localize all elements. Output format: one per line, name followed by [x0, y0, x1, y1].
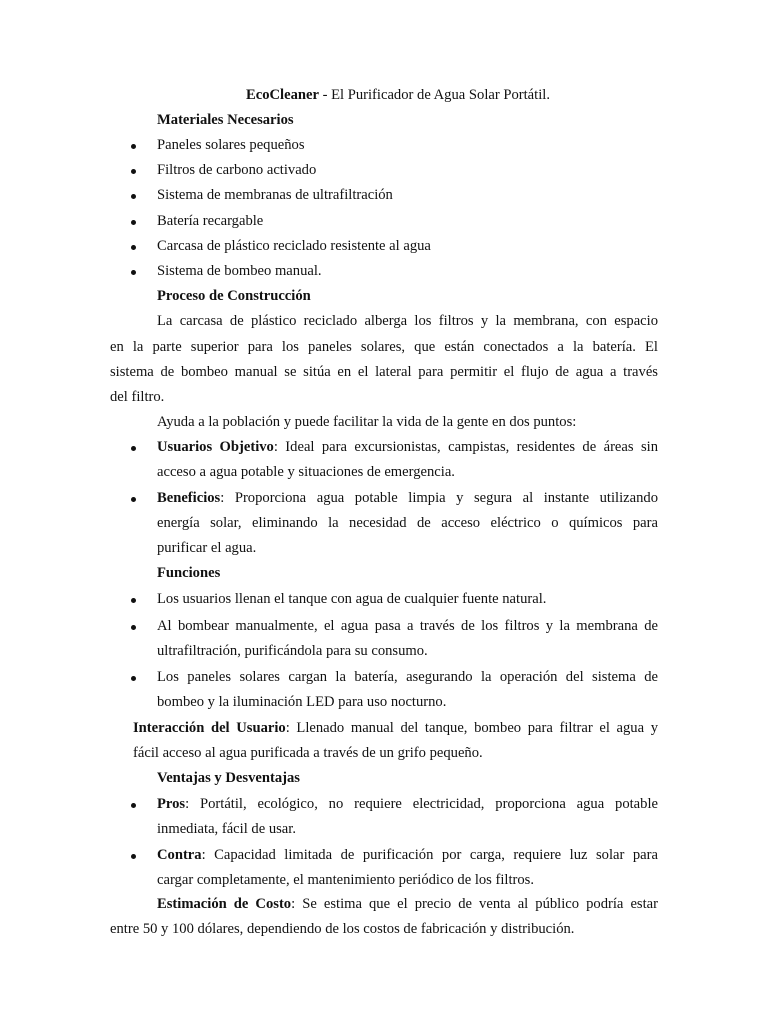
usuarios-line: Usuarios Objetivo: Ideal para excursionistas, campistas, residentes de áreas sin — [157, 439, 658, 455]
proceso-heading: Proceso de Construcción — [157, 288, 311, 304]
contra-line: cargar completamente, el mantenimiento periódico de los filtros. — [157, 872, 535, 888]
costo-label: Estimación de Costo — [157, 896, 292, 912]
materiales-heading: Materiales Necesarios — [157, 112, 294, 128]
bullet-icon — [131, 847, 139, 865]
bullet-icon — [131, 669, 139, 687]
bullet-icon — [131, 137, 139, 155]
costo-line: entre 50 y 100 dólares, dependiendo de los costos de fabricación y distribución. — [110, 921, 575, 937]
beneficios-line: energía solar, eliminando la necesidad de acceso eléctrico o químicos para — [157, 515, 658, 531]
materiales-item: Batería recargable — [157, 213, 264, 229]
funciones-item: Los usuarios llenan el tanque con agua de cualquier fuente natural. — [157, 591, 547, 607]
materiales-item: Sistema de membranas de ultrafiltración — [157, 187, 393, 203]
proceso-line: La carcasa de plástico reciclado alberga los filtros y la membrana, con espacio — [157, 313, 658, 329]
funciones-item: Los paneles solares cargan la batería, asegurando la operación del sistema de — [157, 669, 658, 685]
contra-line: Contra: Capacidad limitada de purificación por carga, requiere luz solar para — [157, 847, 658, 863]
title-rest: - El Purificador de Agua Solar Portátil. — [318, 87, 550, 103]
materiales-item: Filtros de carbono activado — [157, 162, 317, 178]
beneficios-line: Beneficios: Proporciona agua potable limpia y segura al instante utilizando — [157, 490, 658, 506]
funciones-item: ultrafiltración, purificándola para su consumo. — [157, 643, 428, 659]
funciones-heading: Funciones — [157, 565, 221, 581]
proceso-line: en la parte superior para los paneles solares, que están conectados a la batería. El — [110, 339, 658, 355]
bullet-icon — [131, 238, 139, 256]
proceso-line: del filtro. — [110, 389, 165, 405]
usuarios-label: Usuarios Objetivo — [157, 439, 274, 455]
contra-label: Contra — [157, 847, 202, 863]
bullet-icon — [131, 439, 139, 457]
bullet-icon — [131, 591, 139, 609]
interaccion-line: fácil acceso al agua purificada a través de un grifo pequeño. — [133, 745, 483, 761]
pros-label: Pros — [157, 796, 186, 812]
bullet-icon — [131, 618, 139, 636]
document-title — [246, 86, 550, 104]
interaccion-line: Interacción del Usuario: Llenado manual del tanque, bombeo para filtrar el agua y — [133, 720, 658, 736]
interaccion-label: Interacción del Usuario — [133, 720, 286, 736]
bullet-icon — [131, 187, 139, 205]
pros-line: Pros: Portátil, ecológico, no requiere electricidad, proporciona agua potable — [157, 796, 658, 812]
ventajas-heading: Ventajas y Desventajas — [157, 770, 300, 786]
bullet-icon — [131, 162, 139, 180]
beneficios-line: purificar el agua. — [157, 540, 257, 556]
funciones-item: Al bombear manualmente, el agua pasa a través de los filtros y la membrana de — [157, 618, 658, 634]
bullet-icon — [131, 263, 139, 281]
beneficios-label: Beneficios — [157, 490, 221, 506]
title-brand: EcoCleaner — [246, 87, 319, 103]
bullet-icon — [131, 796, 139, 814]
ayuda-intro: Ayuda a la población y puede facilitar la vida de la gente en dos puntos: — [157, 414, 577, 430]
bullet-icon — [131, 213, 139, 231]
funciones-item: bombeo y la iluminación LED para uso nocturno. — [157, 694, 447, 710]
usuarios-line: acceso a agua potable y situaciones de emergencia. — [157, 464, 455, 480]
materiales-item: Carcasa de plástico reciclado resistente al agua — [157, 238, 431, 254]
proceso-line: sistema de bombeo manual se sitúa en el lateral para permitir el flujo de agua a través — [110, 364, 658, 380]
bullet-icon — [131, 490, 139, 508]
costo-line: Estimación de Costo: Se estima que el precio de venta al público podría estar — [157, 896, 658, 912]
materiales-item: Paneles solares pequeños — [157, 137, 305, 153]
pros-line: inmediata, fácil de usar. — [157, 821, 296, 837]
materiales-item: Sistema de bombeo manual. — [157, 263, 322, 279]
